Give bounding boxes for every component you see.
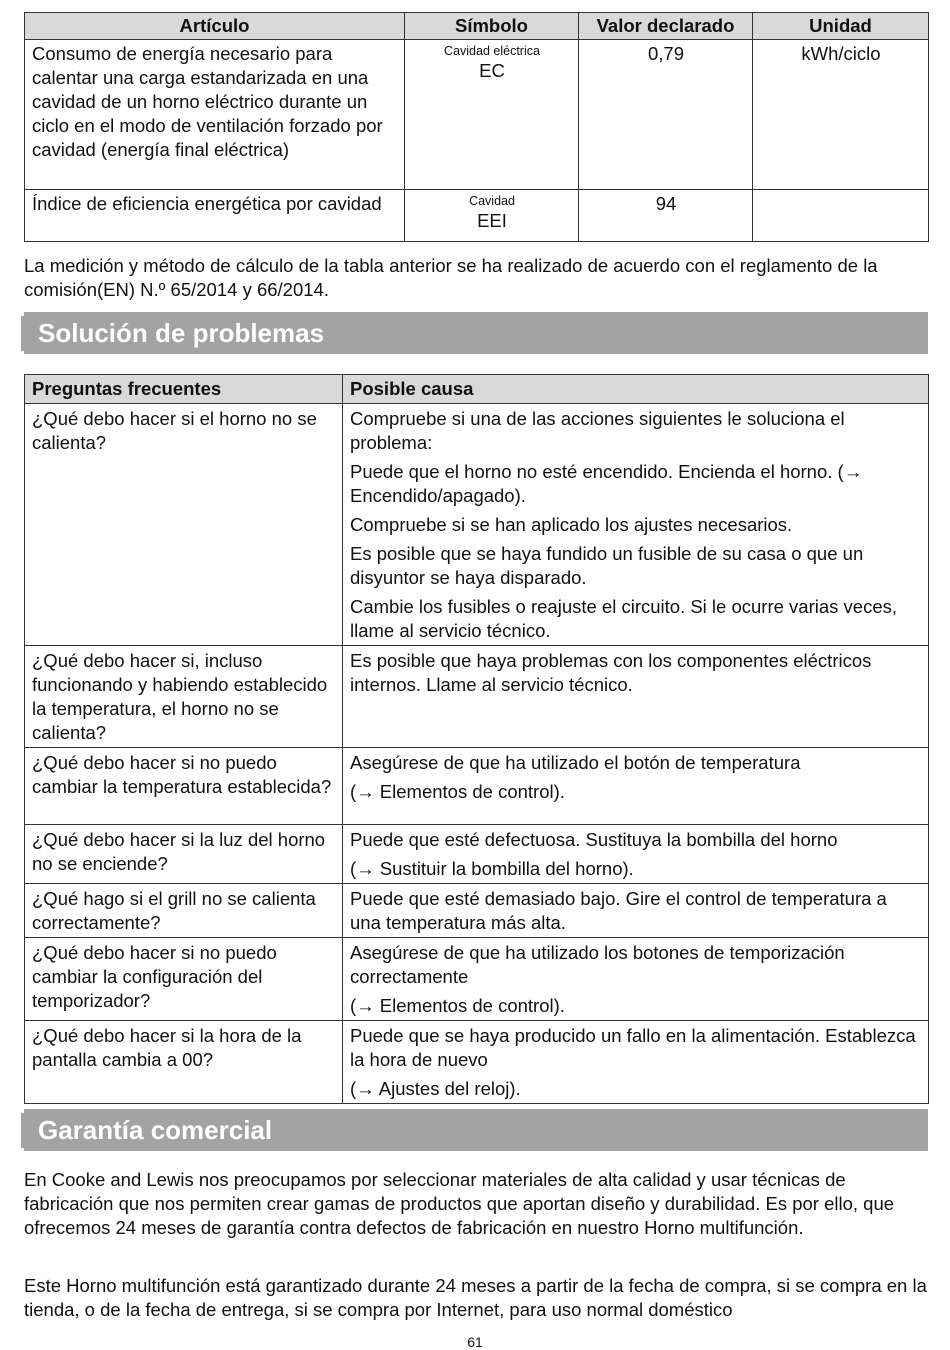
cause-line: (→ Ajustes del reloj). bbox=[350, 1078, 521, 1099]
cause-line: Puede que el horno no esté encendido. Encienda el horno. (→ Encendido/apagado). bbox=[350, 461, 863, 506]
page-number: 61 bbox=[467, 1334, 483, 1350]
item-cell: Consumo de energía necesario para calentar una carga estandarizada en una cavidad de un horno eléctrico durante un ciclo en el modo de ventilación forzado por cavidad (energía final eléctrica) bbox=[25, 40, 405, 190]
cause-cell bbox=[343, 646, 929, 748]
faq-table bbox=[24, 374, 929, 1104]
cause-line: Compruebe si una de las acciones siguientes le soluciona el problema: bbox=[350, 408, 845, 453]
cause-cell bbox=[343, 1021, 929, 1104]
question-cell: ¿Qué debo hacer si el horno no se calienta? bbox=[25, 404, 343, 646]
value-cell: 0,79 bbox=[579, 40, 753, 190]
table-row bbox=[25, 825, 929, 884]
unit-cell bbox=[753, 190, 929, 242]
question-cell: ¿Qué hago si el grill no se calienta correctamente? bbox=[25, 884, 343, 938]
symbol: EC bbox=[479, 60, 505, 81]
question-cell: ¿Qué debo hacer si no puedo cambiar la temperatura establecida? bbox=[25, 748, 343, 825]
column-header: Artículo bbox=[25, 13, 405, 40]
cause-line: Es posible que haya problemas con los componentes eléctricos internos. Llame al servicio técnico. bbox=[350, 650, 872, 695]
cause-cell bbox=[343, 938, 929, 1021]
table-row bbox=[25, 938, 929, 1021]
symbol: EEI bbox=[477, 210, 507, 231]
table-row bbox=[25, 1021, 929, 1104]
energy-table-header bbox=[25, 13, 929, 40]
table-row bbox=[25, 646, 929, 748]
value-cell: 94 bbox=[579, 190, 753, 242]
cause-line: (→ Elementos de control). bbox=[350, 781, 565, 802]
question-cell: ¿Qué debo hacer si no puedo cambiar la configuración del temporizador? bbox=[25, 938, 343, 1021]
column-header: Valor declarado bbox=[579, 13, 753, 40]
cause-line: Asegúrese de que ha utilizado los botones de temporización correctamente bbox=[350, 942, 845, 987]
faq-table-header bbox=[25, 375, 929, 404]
unit-cell: kWh/ciclo bbox=[753, 40, 929, 190]
cause-cell bbox=[343, 404, 929, 646]
cause-line: Puede que se haya producido un fallo en la alimentación. Establezca la hora de nuevo bbox=[350, 1025, 916, 1070]
question-cell: ¿Qué debo hacer si la luz del horno no se enciende? bbox=[25, 825, 343, 884]
symbol-caption: Cavidad eléctrica bbox=[444, 44, 540, 58]
symbol-cell bbox=[405, 190, 579, 242]
warranty-paragraph: Este Horno multifunción está garantizado durante 24 meses a partir de la fecha de compra, si se compra en la tienda, o de la fecha de entrega, si se compra por Internet, para uso normal doméstico bbox=[24, 1275, 927, 1320]
cause-line: Puede que esté defectuosa. Sustituya la bombilla del horno bbox=[350, 829, 838, 850]
cause-cell bbox=[343, 748, 929, 825]
symbol-caption: Cavidad bbox=[469, 194, 515, 208]
column-header: Preguntas frecuentes bbox=[25, 375, 343, 404]
cause-line: (→ Sustituir la bombilla del horno). bbox=[350, 858, 634, 879]
section-title: Garantía comercial bbox=[38, 1115, 273, 1145]
column-header: Unidad bbox=[753, 13, 929, 40]
cause-line: Puede que esté demasiado bajo. Gire el control de temperatura a una temperatura más alta. bbox=[350, 888, 887, 933]
section-banner bbox=[24, 1109, 928, 1151]
cause-cell bbox=[343, 825, 929, 884]
cause-line: Asegúrese de que ha utilizado el botón de temperatura bbox=[350, 752, 801, 773]
question-cell: ¿Qué debo hacer si la hora de la pantalla cambia a 00? bbox=[25, 1021, 343, 1104]
cause-line: Compruebe si se han aplicado los ajustes necesarios. bbox=[350, 514, 793, 535]
table-row bbox=[25, 884, 929, 938]
cause-cell bbox=[343, 884, 929, 938]
cause-line: Cambie los fusibles o reajuste el circuito. Si le ocurre varias veces, llame al servicio técnico. bbox=[350, 596, 898, 641]
measurement-note: La medición y método de cálculo de la tabla anterior se ha realizado de acuerdo con el reglamento de la comisión(EN) N.º 65/2014 y 66/2014. bbox=[24, 255, 878, 300]
column-header: Símbolo bbox=[405, 13, 579, 40]
table-row bbox=[25, 404, 929, 646]
section-title: Solución de problemas bbox=[38, 318, 325, 348]
warranty-paragraph: En Cooke and Lewis nos preocupamos por seleccionar materiales de alta calidad y usar técnicas de fabricación que nos permiten crear gamas de productos que aportan diseño y durabilidad. Es por ello, que ofrecemos 24 meses de garantía contra defectos de fabricación en nuestro Horno multifunción. bbox=[24, 1169, 895, 1238]
item-cell: Índice de eficiencia energética por cavidad bbox=[25, 190, 405, 242]
energy-table bbox=[24, 12, 929, 242]
section-banner bbox=[24, 312, 928, 354]
cause-line: (→ Elementos de control). bbox=[350, 995, 565, 1016]
question-cell: ¿Qué debo hacer si, incluso funcionando y habiendo establecido la temperatura, el horno no se calienta? bbox=[25, 646, 343, 748]
symbol-cell bbox=[405, 40, 579, 190]
table-row bbox=[25, 190, 929, 242]
table-row bbox=[25, 748, 929, 825]
cause-line: Es posible que se haya fundido un fusible de su casa o que un disyuntor se haya disparado. bbox=[350, 543, 864, 588]
table-row bbox=[25, 40, 929, 190]
column-header: Posible causa bbox=[343, 375, 929, 404]
